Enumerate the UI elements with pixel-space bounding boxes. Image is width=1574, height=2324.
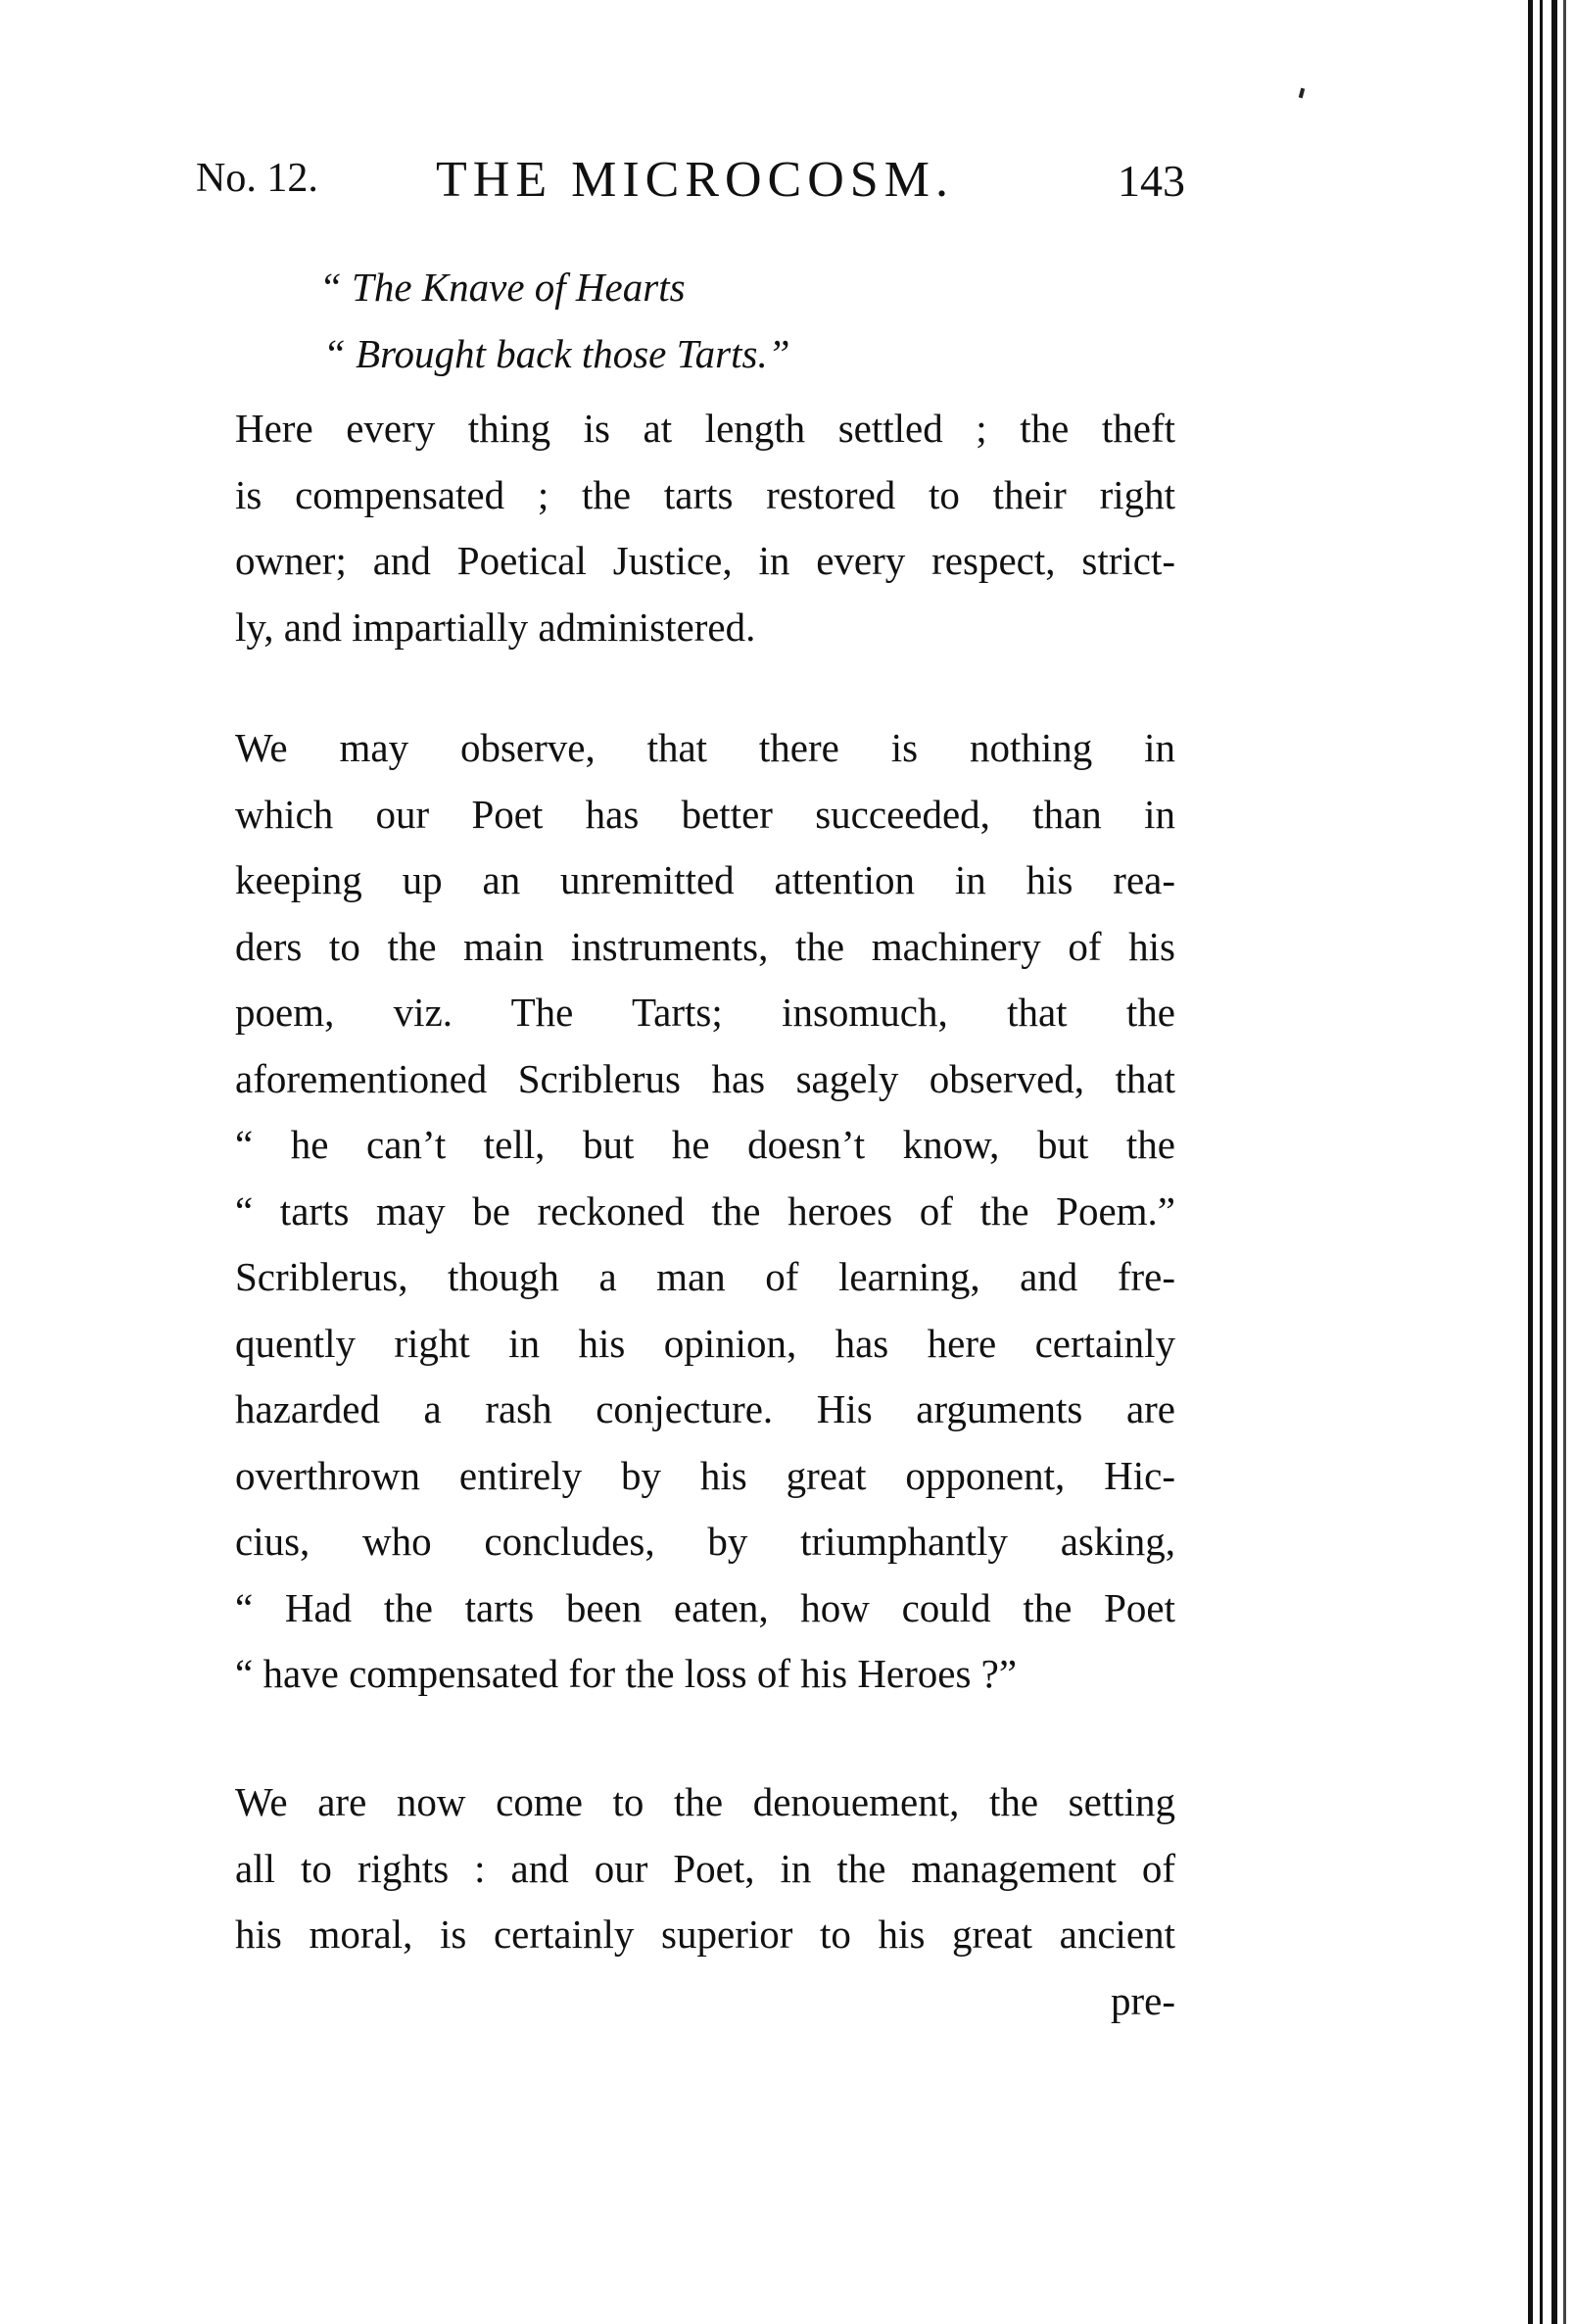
text-line: all to rights : and our Poet, in the management of bbox=[235, 1845, 1175, 1891]
text-line: “ tarts may be reckoned the heroes of the Poem.” bbox=[235, 1187, 1175, 1234]
text-line: quently right in his opinion, has here certainly bbox=[235, 1320, 1175, 1366]
text-line: cius, who concludes, by triumphantly asking, bbox=[235, 1519, 1175, 1564]
text-line: owner; and Poetical Justice, in every respect, strict- bbox=[235, 538, 1175, 583]
verse-line: “ The Knave of Hearts bbox=[319, 265, 686, 310]
text-line: ly, and impartially administered. bbox=[235, 604, 756, 650]
binding-edge bbox=[1563, 0, 1566, 2324]
text-line: Scriblerus, though a man of learning, and fre- bbox=[235, 1254, 1175, 1299]
verse-line: “ Brought back those Tarts.” bbox=[323, 330, 790, 376]
running-head bbox=[196, 152, 1185, 223]
text-line: “ he can’t tell, but he doesn’t know, but the bbox=[235, 1122, 1175, 1167]
text-line: poem, viz. The Tarts; insomuch, that the bbox=[235, 990, 1175, 1035]
text-line: keeping up an unremitted attention in his rea- bbox=[235, 857, 1175, 902]
running-title: THE MICROCOSM. bbox=[436, 152, 954, 208]
binding-edge bbox=[1540, 0, 1543, 2324]
text-line: aforementioned Scriblerus has sagely observed, that bbox=[235, 1055, 1175, 1101]
verse-quote bbox=[319, 253, 790, 385]
text-line: which our Poet has better succeeded, than in bbox=[235, 791, 1175, 837]
binding-edge bbox=[1551, 0, 1557, 2324]
issue-number: No. 12. bbox=[196, 156, 318, 201]
text-line: hazarded a rash conjecture. His arguments are bbox=[235, 1386, 1175, 1431]
paragraph-1 bbox=[235, 396, 1175, 660]
paragraph-2 bbox=[235, 715, 1175, 1708]
paragraph-3 bbox=[235, 1769, 1175, 2034]
catchword: pre- bbox=[1110, 1977, 1175, 2023]
binding-edge bbox=[1528, 0, 1533, 2324]
text-line: We may observe, that there is nothing in bbox=[235, 725, 1175, 770]
text-line: overthrown entirely by his great opponent, Hic- bbox=[235, 1452, 1175, 1498]
page-number: 143 bbox=[1118, 156, 1185, 206]
ink-speck bbox=[1299, 88, 1305, 99]
text-line: ders to the main instruments, the machinery of his bbox=[235, 923, 1175, 969]
text-line: is compensated ; the tarts restored to their right bbox=[235, 471, 1175, 517]
text-line: “ have compensated for the loss of his Heroes ?” bbox=[235, 1651, 1018, 1696]
text-line: Here every thing is at length settled ; the theft bbox=[235, 406, 1175, 451]
text-line: We are now come to the denouement, the setting bbox=[235, 1779, 1175, 1824]
text-line: “ Had the tarts been eaten, how could the Poet bbox=[235, 1584, 1175, 1630]
text-line: his moral, is certainly superior to his great ancient bbox=[235, 1912, 1175, 1957]
